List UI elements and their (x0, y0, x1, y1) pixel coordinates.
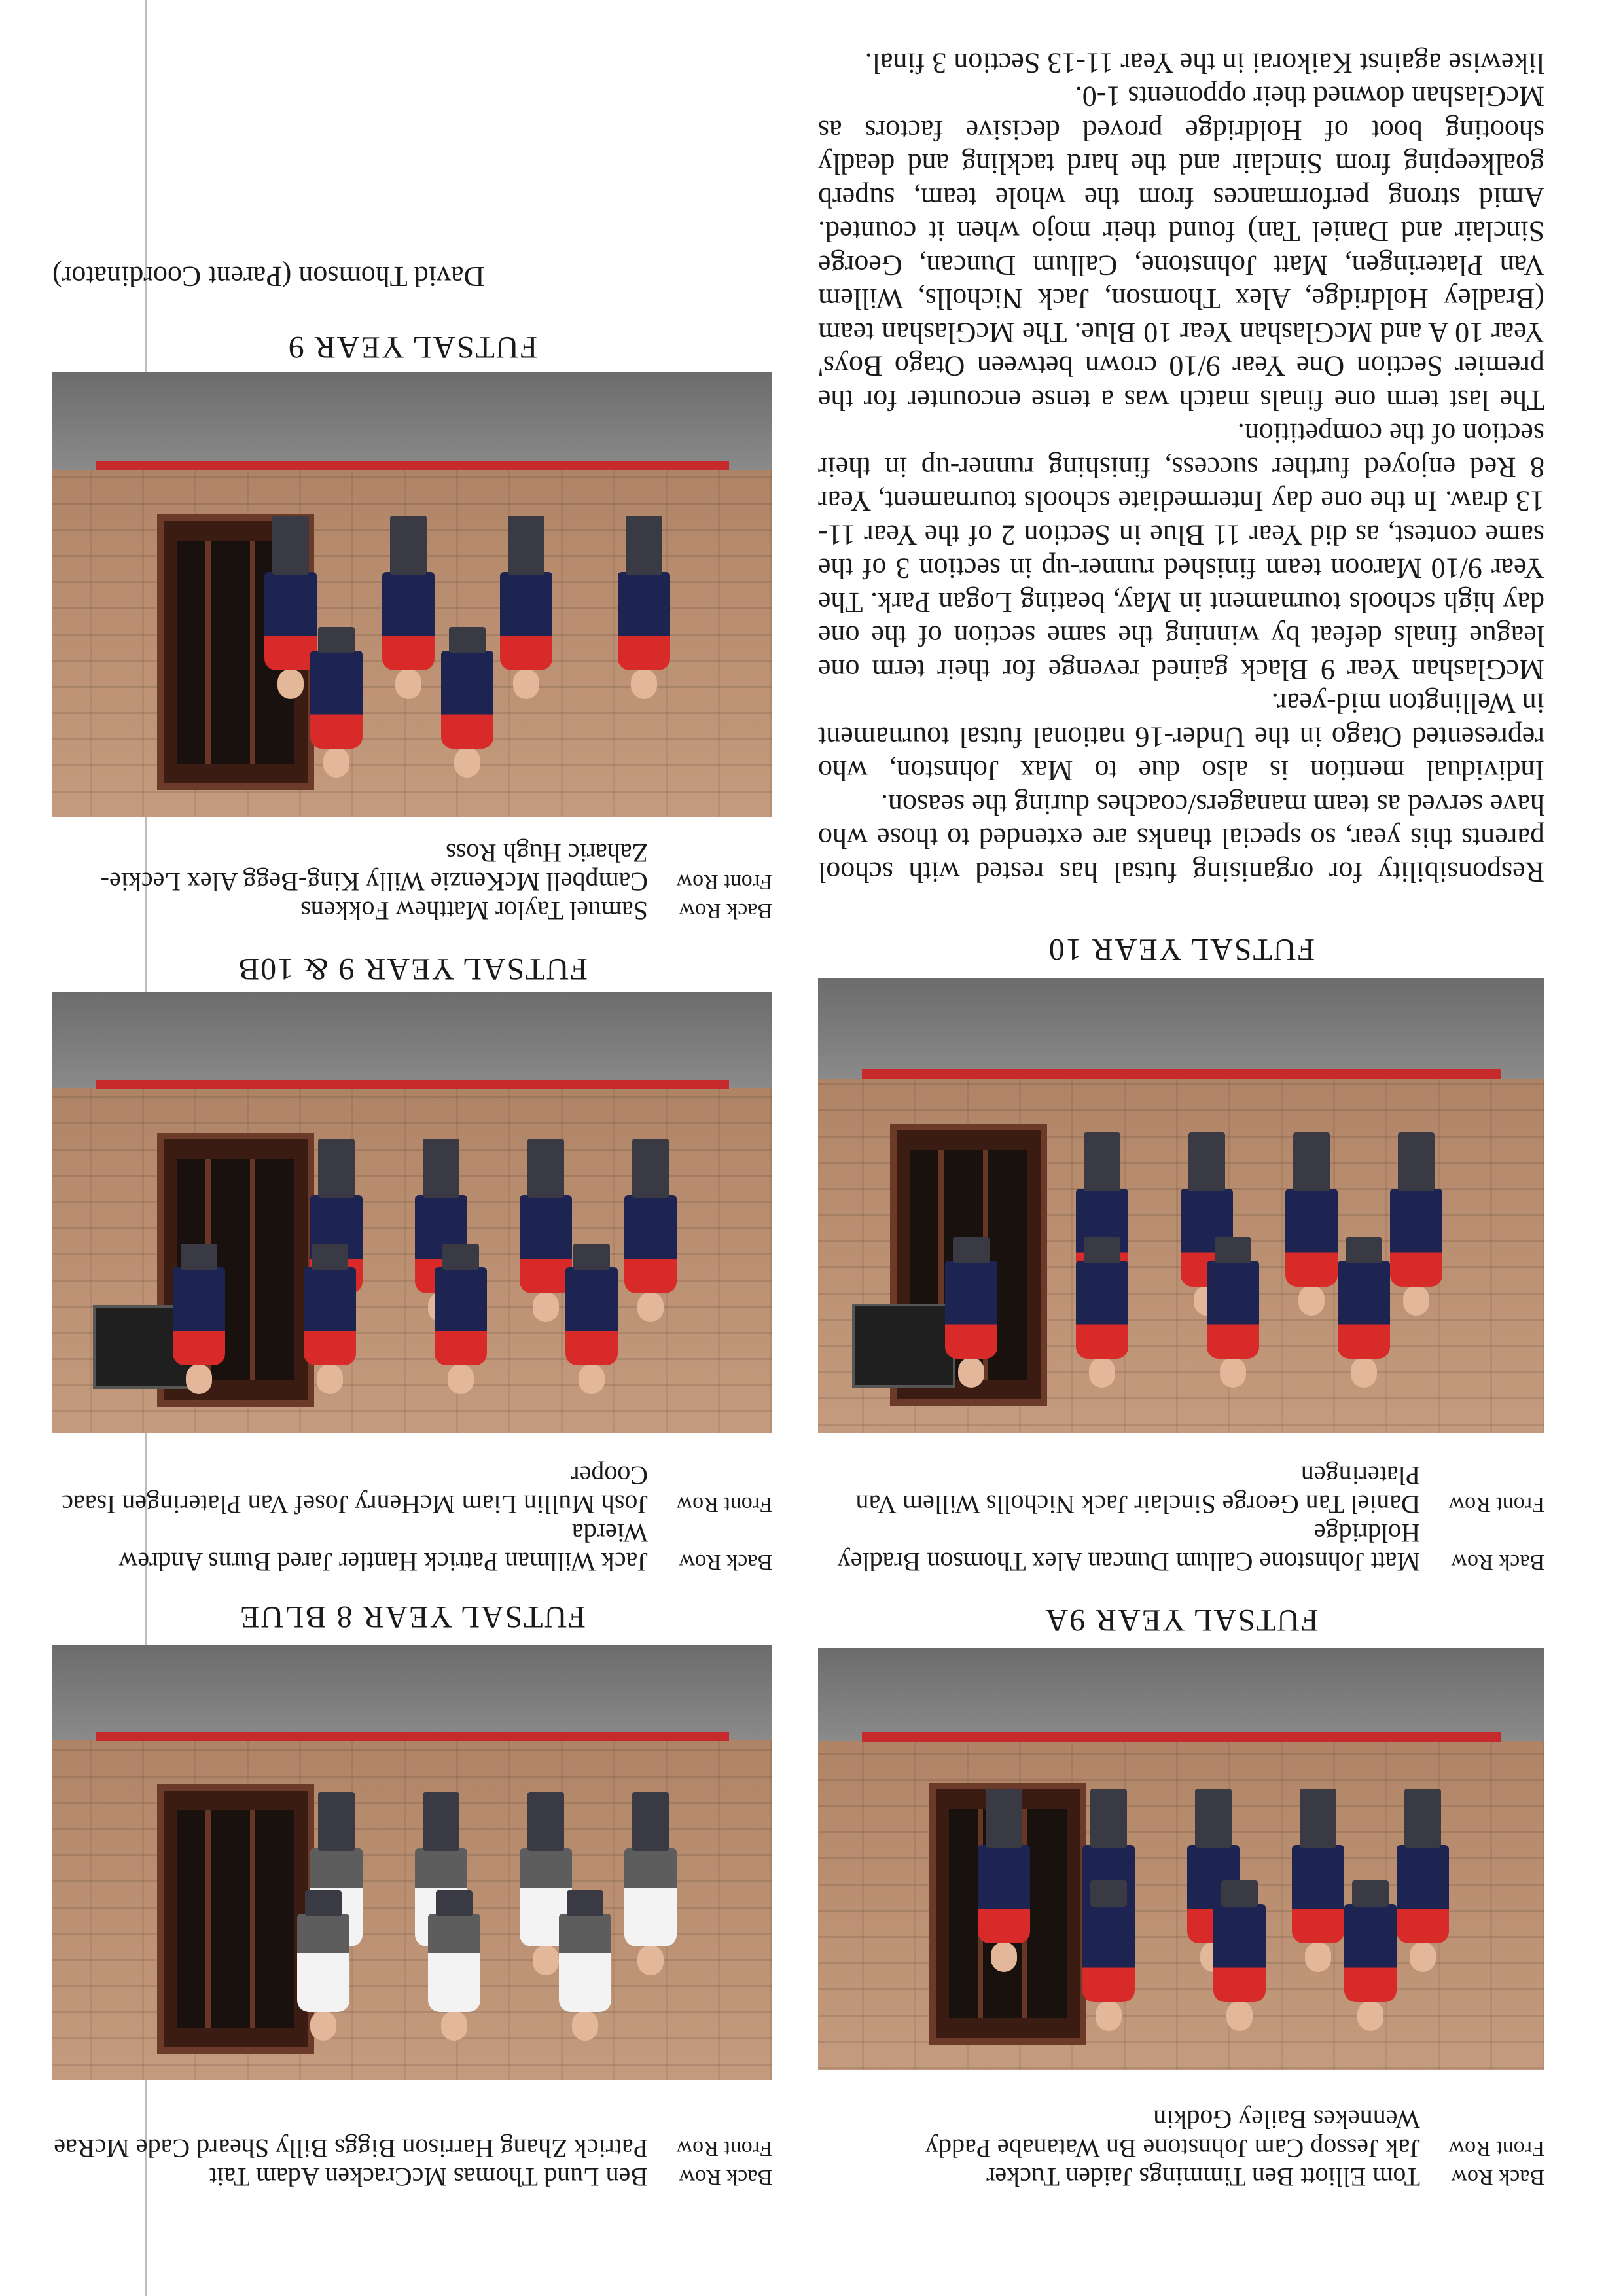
front-row-names: Patrick Zhang Harrison Biggs Billy Sheard Cade McRae (54, 2134, 648, 2163)
article-paragraph-6: Individual mention is also due to Max Johnston, who represented Otago in the Under-16 national futsal tournament in Wellington mid-year. (818, 687, 1544, 787)
back-row-label: Back Row (1451, 2165, 1544, 2189)
back-row-names: Tom Elliott Ben Timmings Jaiden Tucker (986, 2162, 1420, 2192)
article-paragraph-7: Responsibility for organising futsal has rested with school parents this year, so special thanks are extended to those who have served as team managers/coaches during the season. (818, 789, 1544, 888)
front-row-names: Jak Jessop Cam Johnstone Bn Watanabe Paddy Wennekes Bailey Godkin (925, 2105, 1420, 2163)
back-row-label: Back Row (679, 1550, 772, 1574)
caption-year-9a (818, 2105, 1544, 2191)
front-row-label: Front Row (676, 1492, 772, 1516)
caption-year-9-10b (46, 1461, 772, 1576)
front-row-label: Front Row (676, 2136, 772, 2161)
title-year-8-blue: FUTSAL YEAR 8 BLUE (239, 1600, 586, 1634)
front-row-names: Campbell McKenzie Willy King-Begg Alex Leckie-Zaharic Hugh Ross (100, 838, 648, 897)
front-row-names: Josh Mullin Liam McHenry Josef Van Plateringen Isaac Cooper (62, 1461, 648, 1519)
team-photo-year-9-10b (52, 992, 772, 1433)
coordinator-signoff (52, 260, 746, 294)
back-row-label: Back Row (679, 899, 772, 923)
front-row-label: Front Row (1448, 2136, 1544, 2161)
title-year-9: FUTSAL YEAR 9 (287, 330, 538, 365)
back-row-names: Jack Willman Patrick Hantler Jared Burns Andrew Wierda (118, 1518, 648, 1577)
title-year-10: FUTSAL YEAR 10 (1047, 932, 1315, 967)
coordinator-name: David Thomson (Parent Coordinator) (52, 260, 485, 293)
front-row-label: Front Row (676, 870, 772, 894)
article-paragraph-5: McGlashan Year 9 Black gained revenge for their term one league finals defeat by winning the same section of the one day high schools tournament in May, beating Logan Park. The Year 9/10 Maroon team finished runner-up in section 3 of the same contest, as did Year 11 Blue in Section 2 of the Year 11-13 draw. In the one day Intermediate schools tournament, Year 8 Red enjoyed further success, finishing runner-up in their section of the competition. (818, 418, 1544, 686)
caption-year-9 (46, 838, 772, 925)
team-photo-year-9 (52, 372, 772, 817)
team-photo-year-9a (818, 1648, 1544, 2070)
back-row-names: Ben Lund Thomas McCracken Adam Tait (209, 2162, 648, 2192)
back-row-names: Matt Johnstone Callum Duncan Alex Thomson Bradley Holdridge (837, 1518, 1420, 1577)
article-text (818, 46, 1544, 889)
front-row-names: Daniel Tan George Sinclair Jack Nicholls Willem Van Plateringen (855, 1461, 1420, 1519)
article-paragraph-3: likewise against Kaikorai in the Year 11-13 Section 3 final. (865, 47, 1544, 79)
back-row-label: Back Row (1451, 1550, 1544, 1574)
title-year-9a: FUTSAL YEAR 9A (1044, 1603, 1319, 1638)
back-row-names: Samuel Taylor Matthew Fokkens (300, 896, 648, 925)
caption-year-10 (818, 1461, 1544, 1576)
front-row-label: Front Row (1448, 1492, 1544, 1516)
back-row-label: Back Row (679, 2165, 772, 2189)
team-photo-year-8-blue (52, 1645, 772, 2080)
team-photo-year-10 (818, 978, 1544, 1433)
caption-year-8-blue (46, 2134, 772, 2191)
title-year-9-10b: FUTSAL YEAR 9 & 10B (237, 952, 588, 986)
article-paragraph-4: The last term one finals match was a tense encounter for the premier Section One Year 9/10 crown between Otago Boys' Year 10 A and McGlashan Year 10 Blue. The McGlashan team (Bradley Holdridge, Alex Thomson, Jack Nicholls, Willem Van Plateringen, Matt Johnstone, Callum Duncan, George Sinclair and Daniel Tan) found their mojo when it counted. Amid strong performances from the whole team, superb goalkeeping from Sinclair and the hard tackling and deadly shooting boot of Holdridge proved decisive factors as McGlashan downed their opponents 1-0. (818, 81, 1544, 416)
